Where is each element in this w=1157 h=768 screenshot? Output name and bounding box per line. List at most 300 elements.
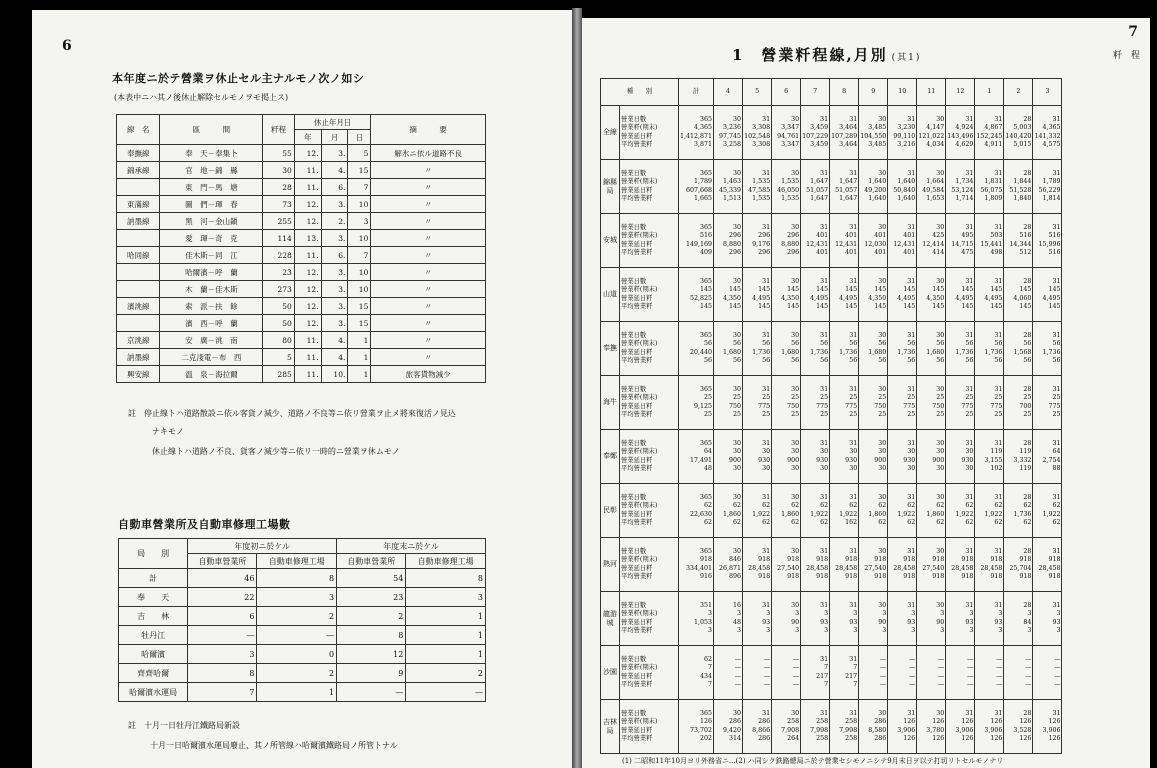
value-cell — [859, 538, 888, 592]
value: 46,050 — [777, 186, 800, 194]
row-label: 營業日數 — [621, 277, 647, 285]
value: 31 — [820, 385, 829, 393]
year: 12. — [294, 213, 321, 230]
row-label: 營業延日粁 — [621, 510, 653, 518]
value: 750 — [729, 402, 742, 410]
value-cell — [888, 700, 917, 754]
year: 12. — [294, 145, 321, 162]
value: 30 — [878, 547, 887, 555]
value: 31 — [965, 169, 974, 177]
value: 896 — [729, 573, 742, 580]
value: 31 — [994, 493, 1003, 501]
row-label: 營業粁(期末) — [621, 394, 658, 401]
value-cell — [743, 268, 772, 322]
value: 145 — [1019, 303, 1032, 310]
row-label: 平均營業粁 — [621, 411, 653, 418]
value: 15,996 — [1038, 240, 1061, 248]
row-labels — [620, 592, 679, 646]
value-cell — [859, 106, 888, 160]
section: 圖 們－琿 春 — [160, 196, 263, 213]
value: 49,584 — [922, 186, 945, 194]
count: 0 — [257, 645, 337, 664]
value: 28 — [1023, 169, 1032, 177]
year: 12. — [294, 315, 321, 332]
value-cell — [801, 322, 830, 376]
value-cell — [888, 430, 917, 484]
value: 121,022 — [918, 132, 945, 140]
table-row — [117, 264, 486, 281]
year: 11. — [294, 179, 321, 196]
value: 3,464 — [839, 124, 858, 131]
value: 31 — [762, 547, 771, 555]
value: — — [938, 664, 945, 671]
value: 475 — [961, 249, 974, 256]
value: 31 — [820, 601, 829, 609]
table-row — [601, 376, 1062, 430]
group-name: 海牛 — [601, 376, 620, 430]
value: 1,789 — [694, 178, 713, 185]
value: 3 — [824, 610, 829, 617]
value: 258 — [845, 735, 858, 742]
value: 62 — [965, 519, 974, 526]
bureau-name: 計 — [119, 569, 188, 588]
value: 365 — [700, 709, 713, 717]
col-header-kind: 種 別 — [601, 79, 679, 106]
year: 11. — [294, 247, 321, 264]
value: 1,860 — [868, 510, 887, 518]
value: 31 — [849, 547, 858, 555]
value-cell — [830, 430, 859, 484]
value: 30 — [733, 223, 742, 231]
value: 62 — [936, 519, 945, 526]
value-cell — [946, 646, 975, 700]
value-cell — [679, 214, 714, 268]
title-text: 1 營業粁程線,月別 — [732, 46, 888, 64]
value: 56 — [704, 340, 713, 347]
section: 官 地－錦 縣 — [160, 162, 263, 179]
value: 145 — [758, 303, 771, 310]
value: 51,528 — [1009, 186, 1032, 194]
value: 334,401 — [686, 564, 713, 572]
table-row — [119, 645, 486, 664]
value: 918 — [990, 556, 1003, 563]
row-label: 平均營業粁 — [621, 681, 653, 688]
value: 918 — [903, 573, 916, 580]
count: — — [188, 626, 257, 645]
value: 31 — [820, 331, 829, 339]
value: 7 — [853, 681, 858, 688]
value-cell — [1004, 160, 1033, 214]
value: 62 — [1052, 519, 1061, 526]
value: 25,704 — [1009, 564, 1032, 572]
line-name — [117, 315, 160, 332]
line-name — [117, 179, 160, 196]
value-cell — [888, 592, 917, 646]
note: 旅客貨物減少 — [371, 366, 486, 383]
value: 8,580 — [868, 726, 887, 734]
value-cell — [1033, 160, 1062, 214]
value: 1,922 — [955, 510, 974, 518]
value: 516 — [700, 232, 713, 239]
value: 28 — [1023, 601, 1032, 609]
col-header: 粁程 — [263, 115, 295, 145]
value: 25 — [820, 411, 829, 418]
value-cell — [859, 160, 888, 214]
value: 3,906 — [1042, 726, 1061, 734]
value: 918 — [1019, 556, 1032, 563]
value: 3,155 — [984, 456, 1003, 464]
value: 918 — [1048, 556, 1061, 563]
value: 3 — [737, 610, 742, 617]
value: 1,922 — [752, 510, 771, 518]
col-group-header: 年度末ニ於ケル — [337, 539, 486, 554]
value: 30 — [733, 331, 742, 339]
col-header: 自動車修理工場 — [406, 554, 486, 569]
table-row — [117, 230, 486, 247]
value-cell — [772, 538, 801, 592]
value: 30 — [733, 547, 742, 555]
value: 31 — [994, 223, 1003, 231]
value-cell — [859, 484, 888, 538]
value-cell — [801, 700, 830, 754]
value-cell — [975, 106, 1004, 160]
value: 30 — [965, 448, 974, 455]
value: 31 — [849, 331, 858, 339]
value-cell — [1004, 322, 1033, 376]
value: 30 — [936, 385, 945, 393]
note-3: 註 十月一日牡丹江鐵路局新設 — [128, 721, 240, 730]
value: 31 — [994, 331, 1003, 339]
value: 56 — [907, 340, 916, 347]
value: 30 — [878, 439, 887, 447]
row-label: 營業粁(期末) — [621, 448, 658, 455]
value: 28 — [1023, 547, 1032, 555]
value-cell — [801, 376, 830, 430]
value: 104,550 — [860, 132, 887, 140]
value: 365 — [700, 493, 713, 501]
row-labels — [620, 376, 679, 430]
value: 31 — [907, 385, 916, 393]
month: 4. — [321, 349, 348, 366]
value: 25 — [1023, 411, 1032, 418]
note: 〃 — [371, 264, 486, 281]
table-row — [601, 592, 1062, 646]
value: 14,344 — [1009, 240, 1032, 248]
day: 5 — [348, 145, 371, 162]
value: 296 — [787, 232, 800, 239]
value: — — [1025, 655, 1032, 663]
value: 775 — [758, 402, 771, 410]
value: 62 — [1052, 502, 1061, 509]
value: 30 — [936, 709, 945, 717]
value: 30 — [791, 331, 800, 339]
table-row — [119, 626, 486, 645]
row-label: 營業日數 — [621, 547, 647, 555]
value: 28,458 — [835, 564, 858, 572]
value: 1,736 — [810, 348, 829, 356]
month: 3. — [321, 196, 348, 213]
value: 8,880 — [781, 240, 800, 248]
value-cell — [1033, 646, 1062, 700]
value: 1,814 — [1042, 195, 1061, 202]
value-cell — [888, 214, 917, 268]
value: 30 — [791, 493, 800, 501]
value: 31 — [1052, 439, 1061, 447]
value: 30 — [791, 547, 800, 555]
value-cell — [801, 538, 830, 592]
value: 1,736 — [752, 348, 771, 356]
col-header: 線 名 — [117, 115, 160, 145]
value-cell — [859, 268, 888, 322]
value: — — [996, 672, 1003, 680]
value: 930 — [961, 456, 974, 464]
value: 31 — [820, 223, 829, 231]
value: 1,680 — [723, 348, 742, 356]
table-row — [117, 247, 486, 264]
value: 126 — [903, 735, 916, 742]
row-label: 營業日數 — [621, 601, 647, 609]
value: 31 — [762, 439, 771, 447]
row-label: 營業日數 — [621, 169, 647, 177]
value: 2,754 — [1042, 456, 1061, 464]
value: 498 — [990, 249, 1003, 256]
value: 140,420 — [1005, 132, 1032, 140]
value: 56 — [1023, 357, 1032, 364]
value: 31 — [1052, 601, 1061, 609]
value: 64 — [704, 448, 713, 455]
value: 52,825 — [690, 294, 713, 302]
table-row — [117, 196, 486, 213]
value: 31 — [849, 601, 858, 609]
value: 1,860 — [926, 510, 945, 518]
col-group-header: 年度初ニ於ケル — [188, 539, 337, 554]
value: 30 — [936, 223, 945, 231]
value: 30 — [733, 277, 742, 285]
value: 62 — [878, 502, 887, 509]
count: 23 — [337, 588, 406, 607]
value: 296 — [787, 249, 800, 256]
value-cell — [801, 160, 830, 214]
value: 930 — [903, 456, 916, 464]
value: 62 — [791, 519, 800, 526]
value: 401 — [903, 232, 916, 239]
line-name: 錦承線 — [117, 162, 160, 179]
value: 30 — [820, 465, 829, 472]
value: 25 — [849, 394, 858, 401]
value: 30 — [849, 448, 858, 455]
value-cell — [679, 160, 714, 214]
value: 30 — [791, 169, 800, 177]
value: 62 — [907, 519, 916, 526]
value: 4,034 — [926, 141, 945, 148]
value-cell — [946, 106, 975, 160]
section: 濱 西－呼 蘭 — [160, 315, 263, 332]
value: 31 — [994, 385, 1003, 393]
value: 62 — [791, 502, 800, 509]
value: 3,485 — [868, 124, 887, 131]
value: 3 — [1056, 610, 1061, 617]
value: 56 — [936, 357, 945, 364]
value: 62 — [849, 502, 858, 509]
year: 12. — [294, 281, 321, 298]
value: 434 — [700, 672, 713, 680]
row-label: 營業延日粁 — [621, 240, 653, 248]
row-labels — [620, 430, 679, 484]
col-subheader: 年 — [294, 130, 321, 145]
day: 15 — [348, 162, 371, 179]
value: 31 — [849, 385, 858, 393]
table-row — [117, 315, 486, 332]
value: 512 — [1019, 249, 1032, 256]
count: 9 — [337, 664, 406, 683]
note: 〃 — [371, 247, 486, 264]
value: — — [908, 672, 916, 680]
value: 1,665 — [694, 195, 713, 202]
value: 1,647 — [810, 178, 829, 185]
value-cell — [975, 646, 1004, 700]
value-cell — [801, 106, 830, 160]
value: 3,459 — [810, 124, 829, 131]
value-cell — [743, 160, 772, 214]
value: 31 — [849, 115, 858, 123]
km: 285 — [263, 366, 295, 383]
value: 365 — [700, 115, 713, 123]
km: 30 — [263, 162, 295, 179]
row-label: 營業粁(期末) — [621, 664, 658, 671]
year: 13. — [294, 230, 321, 247]
value: 30 — [907, 465, 916, 472]
value-cell — [888, 646, 917, 700]
value: 31 — [762, 169, 771, 177]
count: 2 — [257, 607, 337, 626]
value: 314 — [729, 735, 742, 742]
value: 9,125 — [694, 402, 713, 410]
value: 28,458 — [1038, 564, 1061, 572]
value: 30 — [936, 331, 945, 339]
value: 8,880 — [723, 240, 742, 248]
value-cell — [714, 106, 743, 160]
value: 4,060 — [1013, 294, 1032, 302]
value-cell — [1004, 646, 1033, 700]
value: 56 — [936, 340, 945, 347]
value: 62 — [704, 519, 713, 526]
value: 93 — [994, 618, 1003, 626]
bureau-name: 哈爾濱 — [119, 645, 188, 664]
value: 750 — [874, 402, 887, 410]
value: 3,258 — [723, 141, 742, 148]
value: — — [938, 681, 945, 688]
value: 4,867 — [984, 124, 1003, 131]
value: 31 — [820, 655, 829, 663]
value: 1,840 — [1013, 195, 1032, 202]
section: 哈爾濱－呼 蘭 — [160, 264, 263, 281]
value: — — [763, 681, 771, 688]
row-label: 平均營業粁 — [621, 465, 653, 472]
col-header-month: 6 — [772, 79, 801, 106]
value: 25 — [936, 411, 945, 418]
value: 930 — [845, 456, 858, 464]
value: 30 — [791, 385, 800, 393]
value: 30 — [907, 448, 916, 455]
value: — — [879, 681, 887, 688]
table-row — [119, 664, 486, 683]
row-labels — [620, 214, 679, 268]
value: 31 — [994, 439, 1003, 447]
row-label: 營業粁(期末) — [621, 124, 658, 131]
count: 54 — [337, 569, 406, 588]
value-cell — [888, 268, 917, 322]
value: 31 — [965, 223, 974, 231]
value: 28 — [1023, 385, 1032, 393]
col-header: 自動車營業所 — [337, 554, 406, 569]
value-cell — [975, 430, 1004, 484]
value-cell — [975, 592, 1004, 646]
value: — — [734, 681, 742, 688]
value: — — [1054, 672, 1061, 680]
value: 4,365 — [694, 124, 713, 131]
value: 119 — [1019, 448, 1032, 455]
bureau-name: 齊齊哈爾 — [119, 664, 188, 683]
section: 東 門－馬 塘 — [160, 179, 263, 196]
value-cell — [714, 214, 743, 268]
value: 45,339 — [719, 186, 742, 194]
col-header-month: 9 — [859, 79, 888, 106]
row-label: 營業延日粁 — [621, 186, 653, 194]
month: 4. — [321, 162, 348, 179]
row-labels — [620, 646, 679, 700]
row-label: 營業延日粁 — [621, 294, 653, 302]
value-cell — [679, 646, 714, 700]
value: 64 — [1052, 448, 1061, 455]
value: 1,568 — [1013, 348, 1032, 356]
value: 145 — [874, 303, 887, 310]
value: 143,496 — [947, 132, 974, 140]
value: 5,003 — [1013, 124, 1032, 131]
value-cell — [917, 538, 946, 592]
value: 3 — [998, 610, 1003, 617]
year: 12. — [294, 196, 321, 213]
value: 56 — [820, 357, 829, 364]
value: 126 — [990, 735, 1003, 742]
line-name — [117, 281, 160, 298]
value: 31 — [965, 115, 974, 123]
value-cell — [859, 376, 888, 430]
value: 62 — [704, 655, 713, 663]
value: — — [1054, 655, 1061, 663]
table-row — [601, 106, 1062, 160]
value: 918 — [816, 556, 829, 563]
value: 25 — [849, 411, 858, 418]
value-cell — [888, 160, 917, 214]
value: 30 — [936, 115, 945, 123]
value: — — [908, 655, 916, 663]
value: 846 — [729, 556, 742, 563]
value: 296 — [758, 232, 771, 239]
note: 〃 — [371, 349, 486, 366]
value: 607,668 — [686, 186, 713, 194]
month: 3. — [321, 315, 348, 332]
row-label: 平均營業粁 — [621, 519, 653, 526]
group-name: 山道 — [601, 268, 620, 322]
value-cell — [946, 430, 975, 484]
value: 4,350 — [781, 294, 800, 302]
value: 30 — [733, 493, 742, 501]
value: — — [879, 664, 887, 671]
month: 3. — [321, 298, 348, 315]
section: 愛 琿－奇 克 — [160, 230, 263, 247]
value: 31 — [1052, 385, 1061, 393]
value: 93 — [965, 618, 974, 626]
